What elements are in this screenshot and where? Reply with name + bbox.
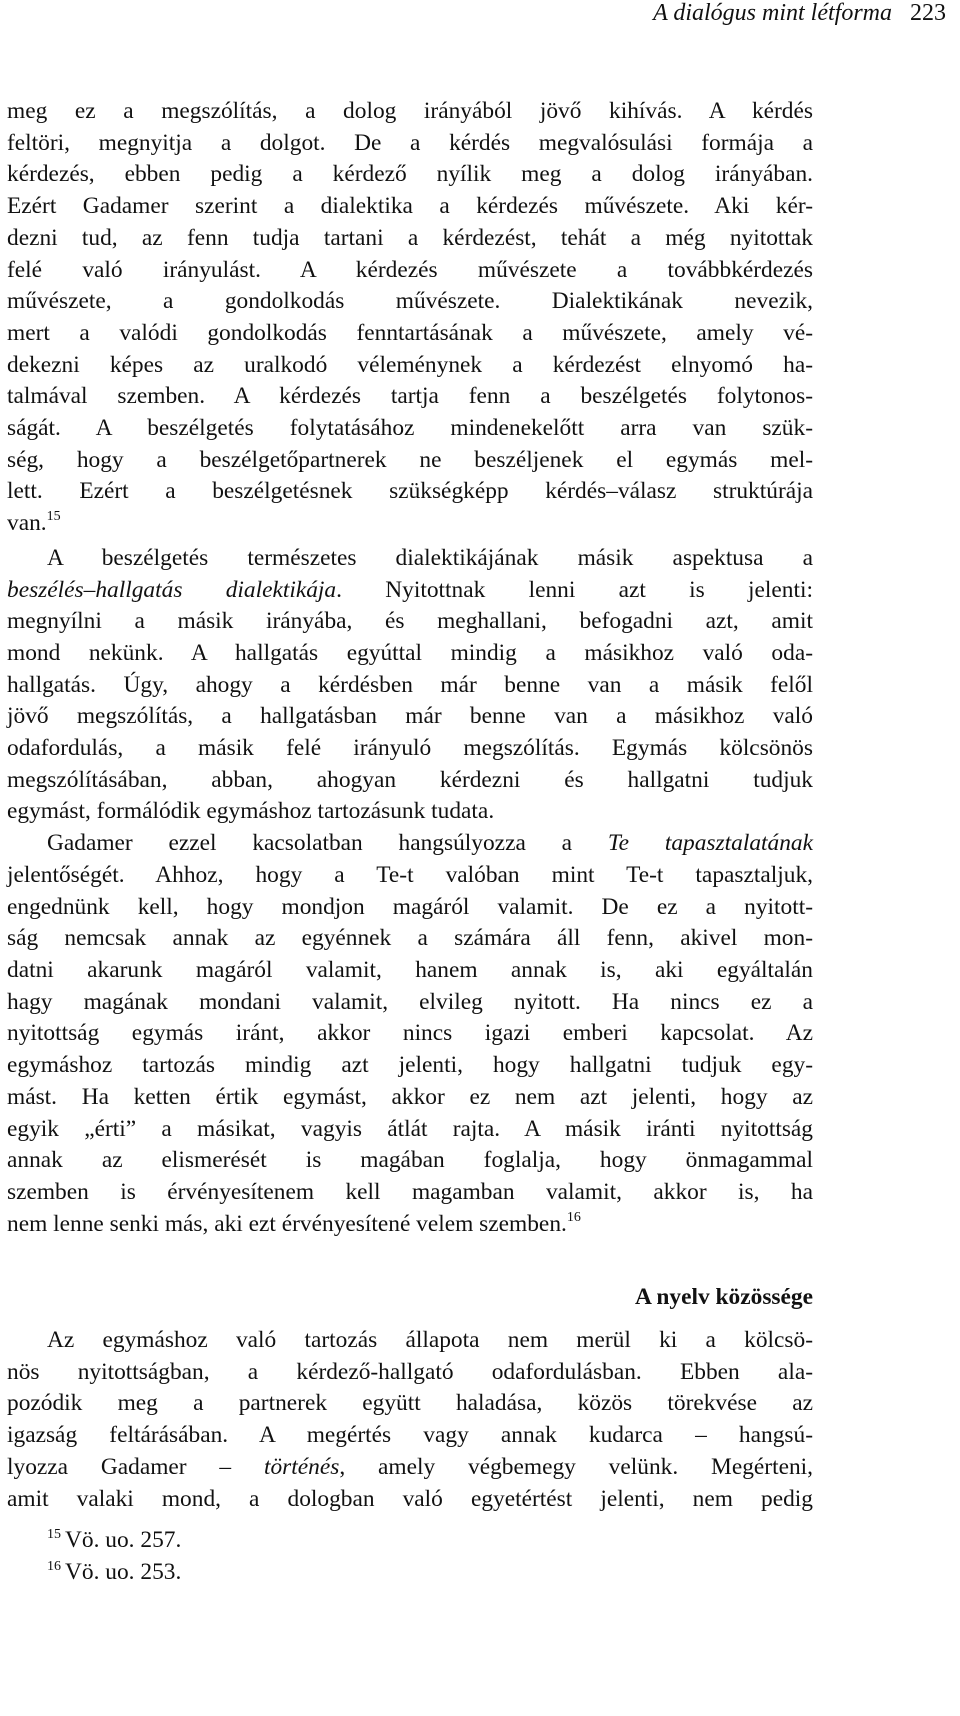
text-run: művészete, a gondolkodás művészete. Dialektikának nevezik, <box>7 288 813 315</box>
section-heading: A nyelv közössége <box>634 1284 813 1311</box>
text-run: dekezni képes az uralkodó véleménynek a kérdezést elnyomó ha- <box>7 351 813 378</box>
text-run: megnyílni a másik irányába, és meghallani, befogadni azt, amit <box>7 608 813 635</box>
text-run: pozódik meg a partnerek együtt haladása, közös törekvése az <box>7 1390 813 1417</box>
text-run: nös nyitottságban, a kérdező-hallgató odafordulásban. Ebben ala- <box>7 1358 813 1385</box>
running-head-title: A dialógus mint létforma <box>653 0 892 26</box>
text-line <box>7 543 813 575</box>
text-run: mást. Ha ketten értik egymást, akkor ez nem azt jelenti, hogy az <box>7 1083 813 1110</box>
paragraph <box>7 543 813 828</box>
text-line <box>7 286 813 318</box>
text-line <box>7 381 813 413</box>
text-line <box>7 1452 813 1484</box>
footnote <box>47 1526 181 1558</box>
body-text <box>7 96 813 1515</box>
text-run: A beszélgetés természetes dialektikájának másik aspektusa a <box>47 544 813 571</box>
italic-text: beszélés–hallgatás dialektikája <box>7 576 337 603</box>
text-run: ság nemcsak annak az egyénnek a számára áll fenn, akivel mon- <box>7 925 813 952</box>
text-run: egymáshoz tartozás mindig azt jelenti, hogy hallgatni tudjuk egy- <box>7 1052 813 1079</box>
italic-text: történés <box>263 1453 340 1480</box>
text-line <box>7 159 813 191</box>
text-line <box>7 1388 813 1420</box>
text-line <box>7 413 813 445</box>
text-line <box>7 350 813 382</box>
text-run: meg ez a megszólítás, a dolog irányából jövő kihívás. A kérdés <box>7 98 813 124</box>
text-run: annak az elismerését is magában foglalja, hogy önmagammal <box>7 1147 813 1174</box>
text-line <box>7 1145 813 1177</box>
text-line <box>7 1018 813 1050</box>
text-run: felé való irányulást. A kérdezés művészete a továbbkérdezés <box>7 256 813 283</box>
text-line <box>7 1357 813 1389</box>
footnote-ref: 15 <box>46 509 61 525</box>
text-line <box>7 670 813 702</box>
text-line <box>7 1082 813 1114</box>
text-line <box>7 638 813 670</box>
text-run: nem lenne senki más, aki ezt érvényesítené velem szemben. <box>7 1210 567 1237</box>
text-line <box>7 1209 813 1244</box>
text-line <box>7 1325 813 1357</box>
text-line <box>7 1420 813 1452</box>
text-run: engednünk kell, hogy mondjon magáról valamit. De ez a nyitott- <box>7 893 813 920</box>
text-run: jövő megszólítás, a hallgatásban már benne van a másikhoz való <box>7 703 813 730</box>
text-line <box>7 318 813 350</box>
text-run: lett. Ezért a beszélgetésnek szükségképp kérdés–válasz struktúrája <box>7 478 813 505</box>
footnote-ref: 16 <box>566 1209 581 1225</box>
text-run: megszólításában, abban, ahogyan kérdezni és hallgatni tudjuk <box>7 766 813 793</box>
text-line <box>7 796 813 828</box>
text-line <box>7 765 813 797</box>
text-line <box>7 223 813 255</box>
text-run: szemben is érvényesítenem kell magamban valamit, akkor is, ha <box>7 1178 813 1205</box>
text-run: datni akarunk magáról valamit, hanem annak is, aki egyáltalán <box>7 956 813 983</box>
italic-text: Te tapasztalatának <box>607 830 813 857</box>
text-line <box>7 1114 813 1146</box>
text-line <box>7 1177 813 1209</box>
text-line <box>7 1484 813 1516</box>
text-run: Ezért Gadamer szerint a dialektika a kérdezés művészete. Aki kér- <box>7 193 813 220</box>
running-head <box>653 0 946 27</box>
text-line <box>7 955 813 987</box>
text-line <box>7 508 813 543</box>
paragraph <box>7 1325 813 1515</box>
text-run: hallgatás. Úgy, ahogy a kérdésben már benne van a másik felől <box>7 671 813 698</box>
text-run: mert a valódi gondolkodás fenntartásának a művészete, amely vé- <box>7 319 813 346</box>
text-line <box>7 733 813 765</box>
text-line <box>7 445 813 477</box>
text-line <box>7 96 813 128</box>
text-run: amit valaki mond, a dologban való egyetértést jelenti, nem pedig <box>7 1485 813 1512</box>
text-run: . Nyitottnak lenni azt is jelenti: <box>336 576 813 603</box>
text-line <box>7 128 813 160</box>
footnote-text: Vö. uo. 257. <box>65 1527 182 1553</box>
text-line <box>7 923 813 955</box>
text-run: egyik „érti” a másikat, vagyis átlát rajta. A másik iránti nyitottság <box>7 1115 813 1142</box>
footnote-number: 16 <box>47 1559 61 1574</box>
text-run: igazság feltárásában. A megértés vagy annak kudarca – hangsú- <box>7 1422 813 1449</box>
text-line <box>7 701 813 733</box>
text-line <box>7 828 813 860</box>
footnote <box>47 1558 181 1590</box>
text-run: kérdezés, ebben pedig a kérdező nyílik meg a dolog irányában. <box>7 161 813 188</box>
footnotes <box>47 1526 181 1590</box>
text-run: van. <box>7 510 47 537</box>
paragraph <box>7 828 813 1243</box>
text-line <box>7 191 813 223</box>
text-run: mond nekünk. A hallgatás egyúttal mindig a másikhoz való oda- <box>7 639 813 666</box>
text-run: feltöri, megnyitja a dolgot. De a kérdés megvalósulási formája a <box>7 129 813 156</box>
text-run: odafordulás, a másik felé irányuló megszólítás. Egymás kölcsönös <box>7 735 813 762</box>
text-line <box>7 1050 813 1082</box>
text-run: hagy magának mondani valamit, elvileg nyitott. Ha nincs ez a <box>7 988 813 1015</box>
paragraph <box>7 96 813 543</box>
text-line <box>7 860 813 892</box>
text-line <box>7 606 813 638</box>
text-run: , amely végbemegy velünk. Megérteni, <box>339 1453 814 1480</box>
text-run: nyitottság egymás iránt, akkor nincs igazi emberi kapcsolat. Az <box>7 1020 813 1047</box>
text-run: lyozza Gadamer – <box>7 1453 264 1480</box>
text-run: ség, hogy a beszélgetőpartnerek ne beszéljenek el egymás mel- <box>7 446 813 473</box>
text-run: Gadamer ezzel kacsolatban hangsúlyozza a <box>47 830 608 857</box>
text-line <box>7 476 813 508</box>
text-line <box>7 892 813 924</box>
page-number: 223 <box>910 0 946 26</box>
footnote-number: 15 <box>47 1527 61 1542</box>
text-run: Az egymáshoz való tartozás állapota nem merül ki a kölcsö- <box>47 1327 813 1354</box>
text-run: ságát. A beszélgetés folytatásához mindenekelőtt arra van szük- <box>7 415 813 442</box>
text-line <box>7 987 813 1019</box>
text-line <box>7 255 813 287</box>
text-line <box>7 575 813 607</box>
text-run: dezni tud, az fenn tudja tartani a kérdezést, tehát a még nyitottak <box>7 224 813 251</box>
text-run: talmával szemben. A kérdezés tartja fenn a beszélgetés folytonos- <box>7 383 813 410</box>
text-run: egymást, formálódik egymáshoz tartozásunk tudata. <box>7 798 495 825</box>
footnote-text: Vö. uo. 253. <box>65 1559 182 1585</box>
text-run: jelentőségét. Ahhoz, hogy a Te-t valóban mint Te-t tapasztaljuk, <box>7 861 813 888</box>
